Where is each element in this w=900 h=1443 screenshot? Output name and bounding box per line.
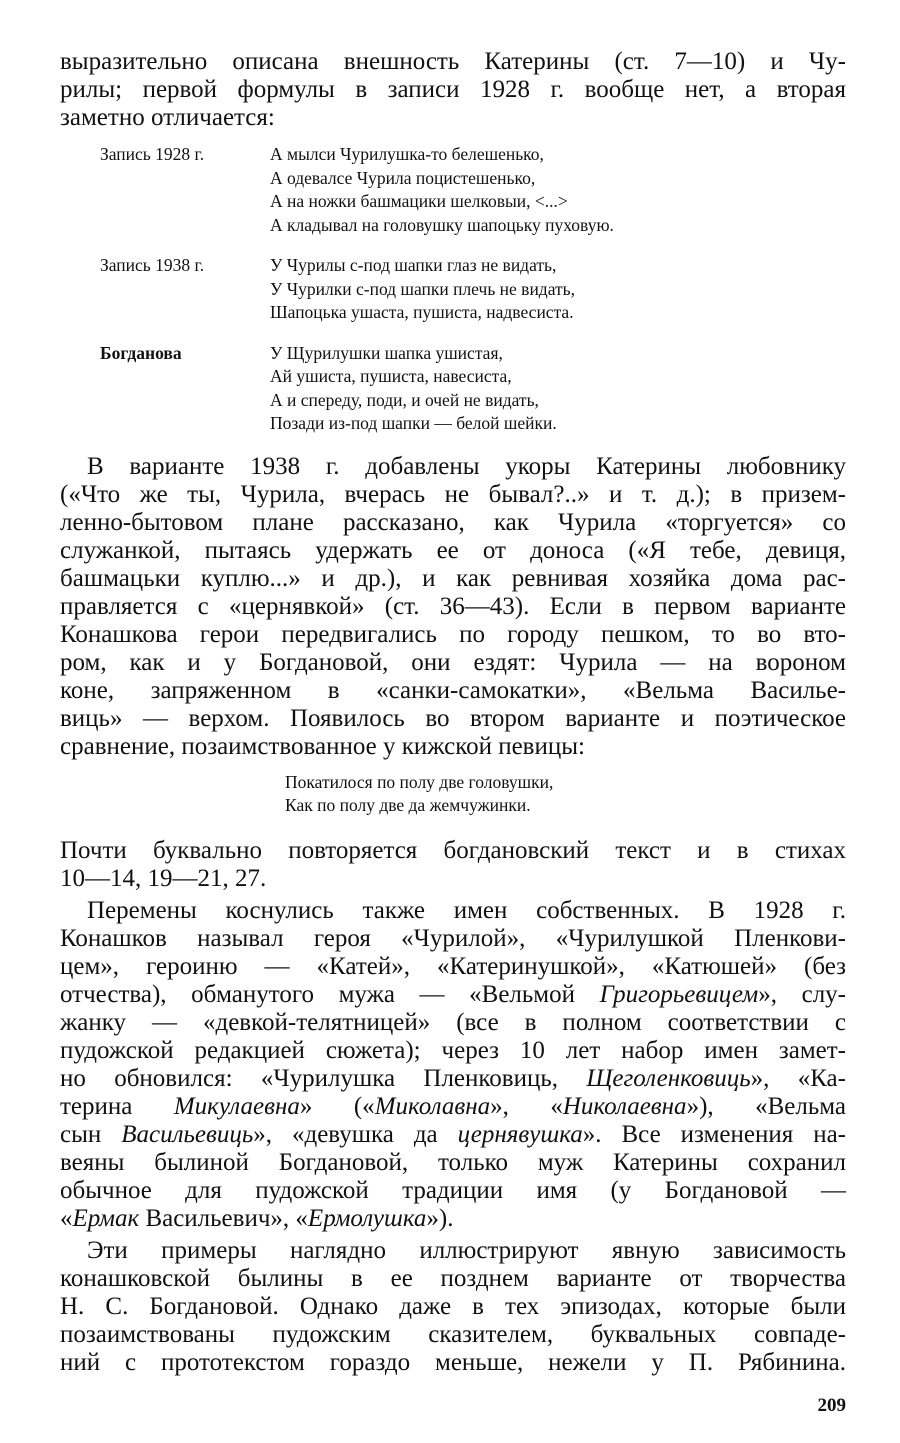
text-line [60, 621, 846, 649]
italic-text: Микулаевна [173, 1092, 300, 1120]
text: конашковской былины в ее позднем варианте от творчества [60, 1264, 846, 1292]
text: ». Все изменения на- [582, 1120, 846, 1148]
verse-line: У Чурилки с-под шапки плечь не видать, [270, 278, 576, 299]
text: башмацьки куплю...» и др.), и как ревнивая хозяйка дома рас- [60, 564, 846, 592]
text: ром, как и у Богдановой, они ездят: Чурила — на вороном [60, 648, 846, 676]
paragraph-repeat [60, 837, 846, 893]
italic-text: Ермак [72, 1204, 140, 1232]
text-line [60, 593, 846, 621]
text: веяны былиной Богдановой, только муж Катерины сохранил [60, 1148, 846, 1176]
italic-text: Васильевиць [121, 1120, 254, 1148]
text: Конашков называл героя «Чурилой», «Чурилушкой Пленкови- [60, 924, 846, 952]
verse-line: А кладывал на головушку шапоцьку пуховую. [270, 214, 614, 235]
verse-lines [270, 342, 846, 436]
verse-line: У Чурилы с-под шапки глаз не видать, [270, 255, 557, 275]
quote-line: Покатилося по полу две головушки, [285, 771, 554, 792]
text: выразительно описана внешность Катерины (ст. 7—10) и Чу- [60, 48, 846, 75]
verse-line: Ай ушиста, пушиста, навесиста, [270, 366, 512, 386]
verse-source-label: Запись 1938 г. [100, 255, 205, 275]
text: »). [426, 1204, 454, 1232]
text: терина [60, 1092, 174, 1120]
italic-text: Николаевна [562, 1092, 687, 1120]
text-line [60, 537, 846, 565]
verse-line: А мылси Чурилушка-то белешенько, [270, 144, 544, 164]
text-line [60, 453, 846, 481]
text-line [60, 48, 846, 76]
verse-line: А одевалсе Чурила поцистешенько, [270, 167, 536, 188]
page-number: 209 [817, 1394, 846, 1416]
verse-line: Шапоцька ушаста, пушиста, надвесиста. [270, 302, 574, 322]
text: », слу- [758, 980, 846, 1008]
text: Перемены коснулись также имен собственных. В 1928 г. [87, 896, 846, 924]
text: заметно отличается: [60, 104, 275, 131]
verse-lines [270, 143, 846, 237]
text: »), «Вельма [686, 1092, 847, 1120]
text: («Что же ты, Чурила, вчерась не бывал?..» и т. д.); в призем- [60, 480, 846, 508]
text: Васильевич», « [139, 1204, 308, 1232]
paragraph-variant-1938 [60, 453, 846, 761]
text: жанку — «девкой-телятницей» (все в полном соответствии с [60, 1008, 846, 1036]
text-line [60, 925, 846, 953]
text: », «девушка да [253, 1120, 458, 1148]
italic-text: цернявушка [457, 1120, 583, 1148]
text-line [60, 76, 846, 104]
verse-source-label: Запись 1928 г. [100, 144, 205, 164]
text: ленно-бытовом плане рассказано, как Чурила «торгуется» со [60, 508, 846, 536]
text-line [60, 897, 846, 925]
text: « [60, 1204, 73, 1232]
paragraph-intro [60, 48, 846, 132]
text-line [60, 865, 846, 893]
text-line [60, 509, 846, 537]
verse-source-label: Богданова [100, 342, 182, 363]
text-line [60, 649, 846, 677]
text-line [60, 1265, 846, 1293]
text-line [60, 1037, 846, 1065]
text-line [60, 705, 846, 733]
text: », «Ка- [750, 1064, 846, 1092]
text-line [60, 1009, 846, 1037]
italic-text: Григорьевицем [599, 980, 759, 1008]
text-line [60, 1065, 846, 1093]
verse-block-1928 [100, 143, 846, 237]
text: но обновился: «Чурилушка Пленковиць, [60, 1064, 587, 1092]
text: отчества), обманутого мужа — «Вельмой [60, 980, 600, 1008]
text-line [60, 1177, 846, 1205]
quote-line: Как по полу две да жемчужинки. [285, 794, 531, 815]
text: позаимствованы пудожским сказителем, буквальных совпаде- [60, 1320, 846, 1348]
text: коне, запряженном в «санки-самокатки», «Вельма Василье- [60, 676, 846, 704]
italic-text: Миколавна [374, 1092, 491, 1120]
text-line [60, 1349, 846, 1377]
verse-lines [270, 254, 846, 325]
text: » (« [299, 1092, 375, 1120]
text: пудожской редакцией сюжета); через 10 лет набор имен замет- [60, 1036, 846, 1064]
text-line [60, 1205, 846, 1233]
text: обычное для пудожской традиции имя (у Богдановой — [60, 1176, 846, 1204]
text: Эти примеры наглядно иллюстрируют явную зависимость [87, 1236, 846, 1264]
text-line [60, 481, 846, 509]
text: Н. С. Богдановой. Однако даже в тех эпизодах, которые были [60, 1292, 846, 1320]
text-line [60, 1293, 846, 1321]
text-line [60, 981, 846, 1009]
paragraph-names [60, 897, 846, 1233]
text-line [60, 953, 846, 981]
text: виць» — верхом. Появилось во втором варианте и поэтическое [60, 704, 846, 732]
verse-block-bogdanova [100, 342, 846, 436]
text: служанкой, пытаясь удержать ее от доноса («Я тебе, девиця, [60, 536, 846, 564]
text: Конашкова герои передвигались по городу пешком, то во вто- [60, 620, 846, 648]
text-line [60, 1093, 846, 1121]
text: Почти буквально повторяется богдановский текст и в стихах [60, 836, 846, 864]
text-line [60, 677, 846, 705]
text-line [60, 733, 846, 761]
text-line [60, 104, 846, 132]
text-line [60, 1149, 846, 1177]
paragraph-conclusion [60, 1237, 846, 1377]
text: сын [60, 1120, 122, 1148]
text: цем», героиню — «Катей», «Катеринушкой», «Катюшей» (без [60, 952, 846, 980]
text-line [60, 565, 846, 593]
verse-line: А и спереду, поди, и очей не видать, [270, 389, 539, 410]
text-line [60, 837, 846, 865]
quote-block [285, 771, 846, 817]
verse-line: А на ножки башмацики шелковыи, <...> [270, 191, 568, 211]
italic-text: Щеголенковиць [586, 1064, 751, 1092]
text: В варианте 1938 г. добавлены укоры Катерины любовнику [87, 452, 846, 480]
text: рилы; первой формулы в записи 1928 г. вообще нет, а вторая [60, 76, 846, 103]
text: 10—14, 19—21, 27. [60, 864, 267, 892]
verse-line: У Щурилушки шапка ушистая, [270, 342, 503, 363]
text-line [60, 1237, 846, 1265]
text: сравнение, позаимствованное у кижской певицы: [60, 732, 585, 760]
text: ний с прототекстом гораздо меньше, нежели у П. Рябинина. [60, 1348, 846, 1376]
text: правляется с «цернявкой» (ст. 36—43). Если в первом варианте [60, 592, 846, 620]
verse-block-1938 [100, 254, 846, 325]
italic-text: Ермолушка [307, 1204, 427, 1232]
text-line [60, 1321, 846, 1349]
text-line [60, 1121, 846, 1149]
verse-line: Позади из-под шапки — белой шейки. [270, 413, 557, 433]
text: », « [490, 1092, 563, 1120]
